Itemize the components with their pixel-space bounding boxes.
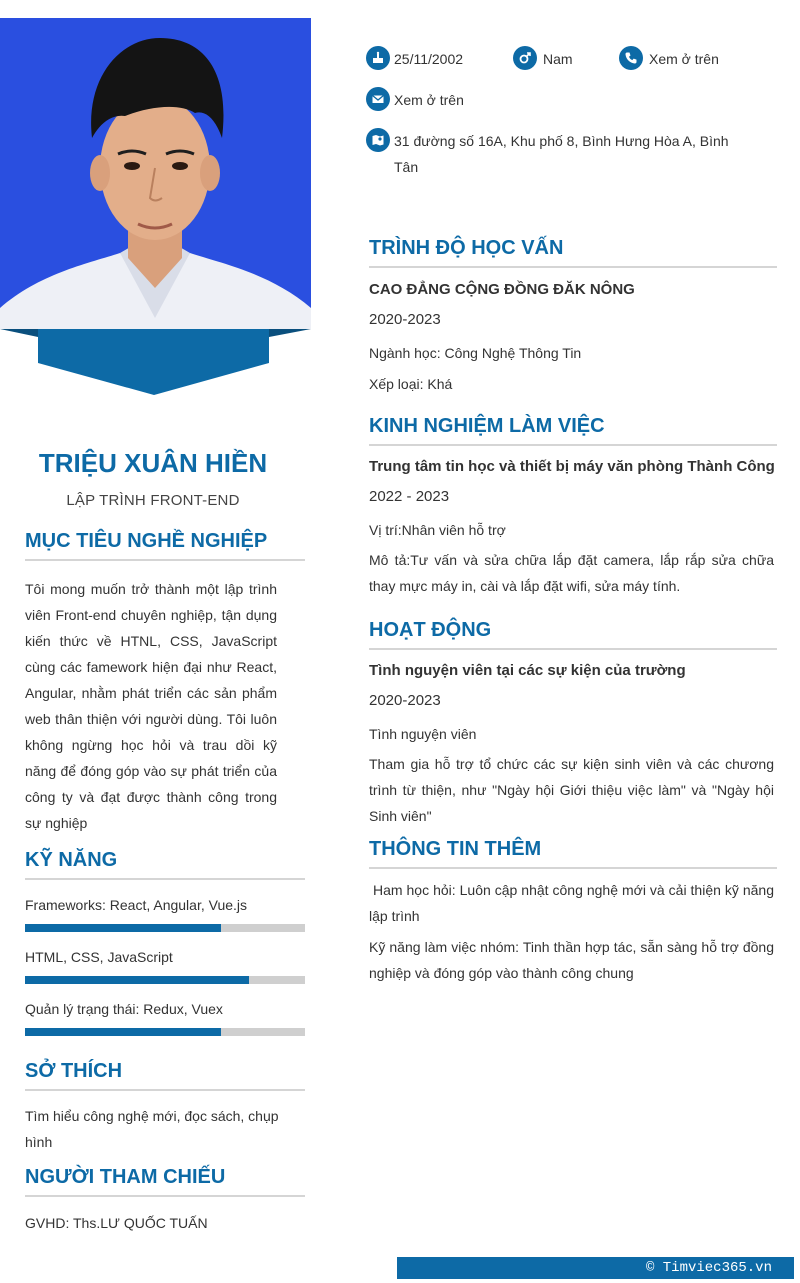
phone-value: Xem ở trên: [649, 51, 719, 67]
portrait-illustration: [0, 18, 311, 329]
skill-label: Quản lý trạng thái: Redux, Vuex: [25, 1001, 223, 1017]
experience-period: 2022 - 2023: [369, 488, 450, 505]
job-title: LẬP TRÌNH FRONT-END: [66, 492, 240, 509]
skill-bar: [25, 924, 305, 932]
gender-icon: [513, 46, 537, 70]
email-value: Xem ở trên: [394, 92, 464, 108]
skill-bar: [25, 1028, 305, 1036]
profile-photo: [0, 18, 311, 329]
name-banner-decoration: [0, 329, 311, 395]
education-school: CAO ĐẲNG CỘNG ĐỒNG ĐĂK NÔNG: [369, 281, 635, 298]
experience-company: Trung tâm tin học và thiết bị máy văn phòng Thành Công: [369, 458, 775, 475]
skill-bar-fill: [25, 1028, 221, 1036]
email-icon: [366, 87, 390, 111]
experience-heading: KINH NGHIỆM LÀM VIỆC: [369, 415, 777, 446]
objective-heading: MỤC TIÊU NGHỀ NGHIỆP: [25, 530, 305, 561]
skill-label: Frameworks: React, Angular, Vue.js: [25, 897, 248, 913]
footer-watermark[interactable]: © Timviec365.vn: [397, 1257, 794, 1279]
experience-description: Mô tả:Tư vấn và sửa chữa lắp đặt camera, lắp rắp sửa chữa thay mực máy in, cài và lắp đặt wifi, sửa máy tính.: [369, 552, 774, 594]
location-map-icon: [366, 128, 390, 152]
gender-value: Nam: [543, 51, 573, 67]
education-major: Ngành học: Công Nghệ Thông Tin: [369, 345, 582, 361]
additional-info-item: Ham học hỏi: Luôn cập nhật công nghệ mới và cải thiện kỹ năng lập trình: [369, 882, 778, 924]
hobbies-heading: SỞ THÍCH: [25, 1060, 305, 1091]
skills-heading: KỸ NĂNG: [25, 849, 305, 880]
education-heading: TRÌNH ĐỘ HỌC VẤN: [369, 237, 777, 268]
education-grade: Xếp loại: Khá: [369, 376, 453, 392]
skill-bar-fill: [25, 976, 249, 984]
birthday-cake-icon: [366, 46, 390, 70]
education-period: 2020-2023: [369, 311, 441, 328]
objective-text: Tôi mong muốn trở thành một lập trình viên Front-end chuyên nghiệp, tận dụng kiến thức về HTNL, CSS, JavaScript cùng các famework hiện đại như React, Angular, nhằm phát triển các sản phẩm web thân thiện với người dùng. Tôi luôn không ngừng học hỏi và trau dồi kỹ năng để đóng góp vào sự phát triển của công ty và đạt được thành công trong sự nghiệp: [25, 581, 277, 831]
additional-info-heading: THÔNG TIN THÊM: [369, 838, 777, 869]
activity-role: Tình nguyện viên: [369, 726, 477, 742]
phone-icon: [619, 46, 643, 70]
activity-title: Tình nguyện viên tại các sự kiện của trường: [369, 662, 686, 679]
address-line-2: Tân: [394, 159, 419, 175]
additional-info-item: Kỹ năng làm việc nhóm: Tinh thần hợp tác, sẵn sàng hỗ trợ đồng nghiệp và đóng góp vào thành công chung: [369, 939, 774, 981]
birthday-value: 25/11/2002: [394, 51, 464, 67]
address-line-1: 31 đường số 16A, Khu phố 8, Bình Hưng Hòa A, Bình: [394, 133, 729, 149]
candidate-name: TRIỆU XUÂN HIỀN: [38, 448, 268, 478]
skill-bar-fill: [25, 924, 221, 932]
hobbies-text: Tìm hiểu công nghệ mới, đọc sách, chụp hình: [25, 1108, 279, 1150]
experience-position: Vị trí:Nhân viên hỗ trợ: [369, 522, 506, 538]
activities-heading: HOẠT ĐỘNG: [369, 619, 777, 650]
skill-label: HTML, CSS, JavaScript: [25, 949, 173, 965]
activity-period: 2020-2023: [369, 692, 441, 709]
activity-description: Tham gia hỗ trợ tổ chức các sự kiện sinh viên và các chương trình từ thiện, như "Ngày hội Giới thiệu việc làm" và "Ngày hội Sinh viên": [369, 756, 774, 824]
references-heading: NGƯỜI THAM CHIẾU: [25, 1166, 305, 1197]
skill-bar: [25, 976, 305, 984]
references-text: GVHD: Ths.LƯ QUỐC TUẤN: [25, 1215, 208, 1231]
